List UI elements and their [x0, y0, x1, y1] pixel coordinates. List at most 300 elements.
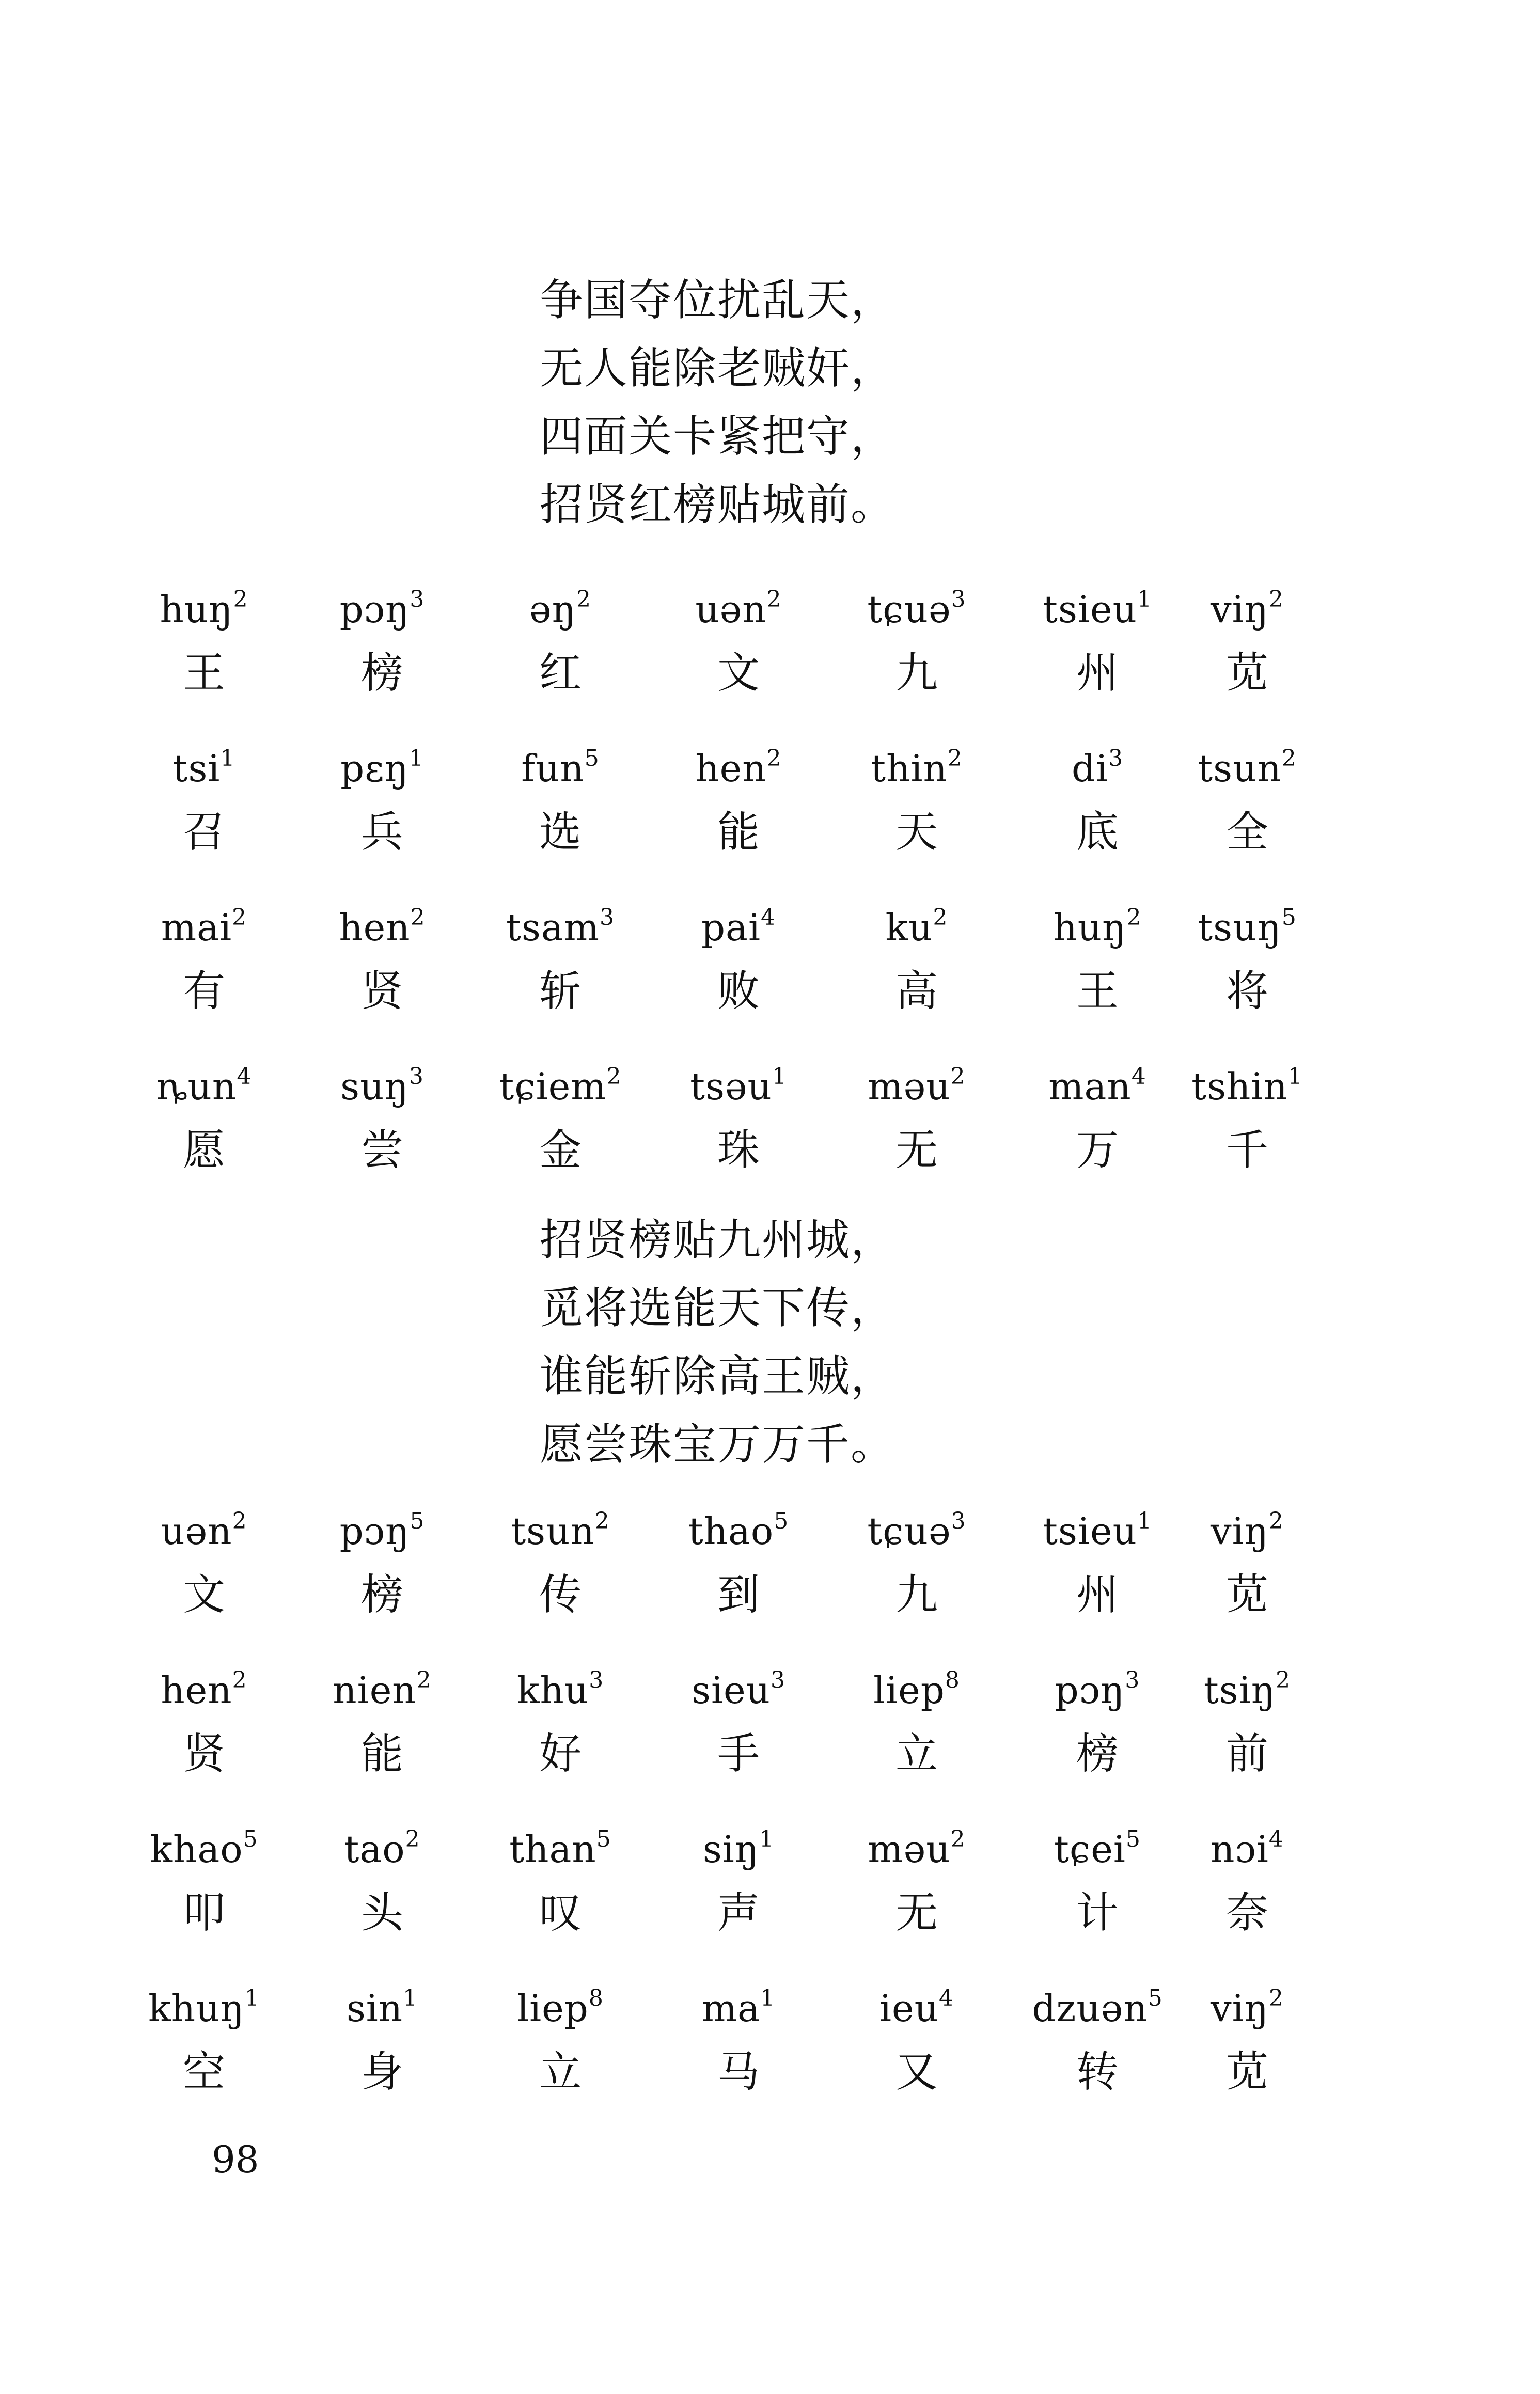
grid-cell	[1159, 1061, 1335, 1182]
syllable-text: pai	[701, 906, 761, 949]
romanization	[1159, 1664, 1335, 1716]
tone-number: 3	[951, 586, 966, 612]
romanization	[1010, 1664, 1185, 1716]
syllable-text: uən	[695, 588, 767, 631]
romanization	[1010, 902, 1185, 953]
stanza-1	[540, 266, 1004, 539]
syllable-text: məu	[868, 1065, 951, 1108]
tone-number: 4	[1268, 1826, 1284, 1852]
syllable-text: khu	[516, 1668, 589, 1712]
chinese-character: 愿	[182, 1126, 225, 1175]
chinese-character: 贤	[182, 1729, 225, 1778]
grid-row	[0, 1823, 1540, 1982]
syllable-text: nɔi	[1211, 1828, 1269, 1871]
tone-number: 5	[243, 1826, 258, 1852]
tone-number: 1	[403, 1985, 418, 2011]
romanization	[1010, 1982, 1185, 2034]
chinese-character: 将	[1225, 967, 1268, 1016]
romanization	[294, 902, 470, 953]
grid-cell	[1159, 1505, 1335, 1626]
tone-number: 5	[1281, 904, 1297, 931]
grid-cell	[1159, 743, 1335, 863]
tone-number: 1	[759, 1826, 775, 1852]
chinese-character: 空	[182, 2048, 225, 2097]
chinese-character: 叹	[539, 1888, 582, 1938]
syllable-text: thao	[688, 1509, 774, 1553]
chinese-character: 马	[717, 2048, 760, 2097]
syllable-text: suŋ	[340, 1065, 409, 1108]
syllable-text: man	[1048, 1065, 1132, 1108]
romanization	[1010, 1061, 1185, 1112]
grid-cell	[829, 1664, 1004, 1785]
romanization	[651, 584, 826, 635]
chinese-character: 苋	[1225, 2048, 1268, 2097]
chinese-character: 计	[1076, 1888, 1119, 1938]
syllable-text: ȵun	[156, 1065, 237, 1108]
tone-number: 3	[600, 904, 615, 931]
chinese-character: 红	[539, 649, 582, 698]
romanization	[294, 1505, 470, 1557]
syllable-text: tsam	[506, 906, 600, 949]
tone-number: 2	[947, 745, 963, 771]
romanization	[1159, 902, 1335, 953]
syllable-text: liep	[873, 1668, 945, 1712]
tone-number: 1	[760, 1985, 776, 2011]
romanization	[829, 1505, 1004, 1557]
tone-number: 5	[584, 745, 600, 771]
chinese-character: 珠	[717, 1126, 760, 1175]
tone-number: 3	[408, 1063, 424, 1090]
grid-cell	[473, 1061, 648, 1182]
syllable-text: tsieu	[1043, 588, 1137, 631]
romanization	[651, 1664, 826, 1716]
grid-cell	[1159, 1664, 1335, 1785]
grid-cell	[829, 902, 1004, 1022]
grid-cell	[116, 902, 292, 1022]
syllable-text: tshin	[1191, 1065, 1288, 1108]
romanization	[473, 1823, 648, 1875]
chinese-character: 九	[895, 1570, 938, 1619]
tone-number: 2	[606, 1063, 622, 1090]
stanza-2	[540, 1206, 1004, 1478]
romanization	[651, 1061, 826, 1112]
romanization	[473, 1061, 648, 1112]
tone-number: 2	[232, 1508, 247, 1534]
grid-cell	[651, 743, 826, 863]
grid-cell	[294, 584, 470, 704]
grid-cell	[651, 1505, 826, 1626]
syllable-text: dzuən	[1032, 1987, 1148, 2030]
romanization	[116, 743, 292, 794]
tone-number: 2	[1276, 1667, 1291, 1693]
chinese-character: 又	[895, 2048, 938, 2097]
romanization	[1010, 743, 1185, 794]
romanization-grid-2	[0, 1505, 1540, 2141]
syllable-text: than	[509, 1828, 596, 1871]
grid-cell	[116, 584, 292, 704]
syllable-text: əŋ	[529, 588, 576, 631]
syllable-text: thin	[871, 747, 948, 790]
grid-cell	[294, 1982, 470, 2103]
tone-number: 1	[1137, 586, 1152, 612]
stanza-line: 觅将选能天下传，	[540, 1283, 895, 1333]
grid-cell	[294, 1061, 470, 1182]
grid-cell	[1010, 1061, 1185, 1182]
syllable-text: məu	[868, 1828, 951, 1871]
romanization	[829, 743, 1004, 794]
romanization	[829, 1061, 1004, 1112]
syllable-text: tɕei	[1054, 1828, 1126, 1871]
chinese-character: 全	[1225, 808, 1268, 857]
tone-number: 4	[761, 904, 776, 931]
page-number: 98	[212, 2138, 259, 2181]
chinese-character: 叩	[182, 1888, 225, 1938]
grid-cell	[1010, 1505, 1185, 1626]
chinese-character: 声	[717, 1888, 760, 1938]
romanization	[1159, 1505, 1335, 1557]
tone-number: 2	[416, 1667, 432, 1693]
chinese-character: 无	[895, 1126, 938, 1175]
chinese-character: 前	[1225, 1729, 1268, 1778]
chinese-character: 能	[717, 808, 760, 857]
grid-cell	[116, 1664, 292, 1785]
tone-number: 8	[588, 1985, 604, 2011]
romanization	[116, 1982, 292, 2034]
grid-cell	[116, 1505, 292, 1626]
tone-number: 1	[772, 1063, 787, 1090]
chinese-character: 王	[1076, 967, 1119, 1016]
tone-number: 4	[237, 1063, 252, 1090]
syllable-text: ieu	[879, 1987, 939, 2030]
romanization	[1010, 584, 1185, 635]
grid-cell	[294, 1664, 470, 1785]
stanza-line: 无人能除老贼奸，	[540, 343, 895, 393]
grid-cell	[829, 584, 1004, 704]
grid-row	[0, 1505, 1540, 1664]
romanization	[829, 902, 1004, 953]
syllable-text: fun	[521, 747, 585, 790]
tone-number: 2	[1281, 745, 1297, 771]
romanization	[116, 584, 292, 635]
romanization	[116, 1664, 292, 1716]
syllable-text: tsuŋ	[1198, 906, 1282, 949]
grid-cell	[1010, 584, 1185, 704]
chinese-character: 选	[539, 808, 582, 857]
syllable-text: huŋ	[1053, 906, 1127, 949]
syllable-text: tsiŋ	[1203, 1668, 1276, 1712]
grid-cell	[294, 902, 470, 1022]
grid-cell	[116, 743, 292, 863]
chinese-character: 斩	[539, 967, 582, 1016]
chinese-character: 传	[539, 1570, 582, 1619]
tone-number: 2	[594, 1508, 610, 1534]
syllable-text: tɕiem	[499, 1065, 607, 1108]
romanization	[651, 1823, 826, 1875]
grid-cell	[473, 584, 648, 704]
grid-row	[0, 1061, 1540, 1220]
romanization	[829, 584, 1004, 635]
tone-number: 2	[1126, 904, 1142, 931]
grid-cell	[651, 1823, 826, 1944]
grid-cell	[651, 1982, 826, 2103]
syllable-text: hen	[339, 906, 411, 949]
chinese-character: 文	[182, 1570, 225, 1619]
syllable-text: viŋ	[1210, 588, 1269, 631]
syllable-text: sieu	[692, 1668, 771, 1712]
chinese-character: 底	[1076, 808, 1119, 857]
chinese-character: 奈	[1225, 1888, 1268, 1938]
tone-number: 2	[1269, 1985, 1284, 2011]
tone-number: 8	[945, 1667, 960, 1693]
syllable-text: pɔŋ	[339, 588, 410, 631]
grid-row	[0, 902, 1540, 1061]
grid-cell	[829, 1823, 1004, 1944]
grid-cell	[473, 1505, 648, 1626]
chinese-character: 千	[1225, 1126, 1268, 1175]
grid-cell	[473, 1982, 648, 2103]
chinese-character: 立	[539, 2048, 582, 2097]
grid-cell	[1159, 902, 1335, 1022]
syllable-text: nien	[333, 1668, 417, 1712]
grid-cell	[1159, 1982, 1335, 2103]
romanization	[294, 1982, 470, 2034]
stanza-line: 招贤榜贴九州城，	[540, 1215, 895, 1265]
syllable-text: viŋ	[1210, 1509, 1269, 1553]
chinese-character: 能	[360, 1729, 403, 1778]
tone-number: 2	[933, 904, 948, 931]
tone-number: 2	[766, 745, 782, 771]
chinese-character: 天	[895, 808, 938, 857]
tone-number: 5	[1148, 1985, 1163, 2011]
romanization-grid-1	[0, 584, 1540, 1220]
tone-number: 4	[939, 1985, 954, 2011]
grid-cell	[294, 743, 470, 863]
chinese-character: 有	[182, 967, 225, 1016]
tone-number: 2	[950, 1826, 966, 1852]
tone-number: 2	[232, 1667, 247, 1693]
romanization	[116, 1823, 292, 1875]
romanization	[473, 1982, 648, 2034]
grid-cell	[294, 1823, 470, 1944]
grid-cell	[473, 1664, 648, 1785]
romanization	[294, 743, 470, 794]
romanization	[294, 1664, 470, 1716]
syllable-text: tsəu	[690, 1065, 772, 1108]
tone-number: 2	[232, 904, 247, 931]
syllable-text: tao	[344, 1828, 405, 1871]
grid-cell	[1010, 1823, 1185, 1944]
grid-cell	[1159, 1823, 1335, 1944]
grid-cell	[1010, 1982, 1185, 2103]
chinese-character: 文	[717, 649, 760, 698]
tone-number: 5	[774, 1508, 789, 1534]
romanization	[1159, 1982, 1335, 2034]
grid-row	[0, 743, 1540, 902]
syllable-text: sin	[346, 1987, 403, 2030]
chinese-character: 万	[1076, 1126, 1119, 1175]
chinese-character: 苋	[1225, 649, 1268, 698]
stanza-line: 愿尝珠宝万万千。	[540, 1419, 895, 1470]
grid-row	[0, 1664, 1540, 1823]
romanization	[1159, 584, 1335, 635]
syllable-text: uən	[161, 1509, 232, 1553]
romanization	[1159, 1061, 1335, 1112]
stanza-line: 谁能斩除高王贼，	[540, 1351, 895, 1401]
tone-number: 2	[233, 586, 248, 612]
grid-cell	[651, 584, 826, 704]
romanization	[116, 1061, 292, 1112]
syllable-text: tsun	[511, 1509, 595, 1553]
tone-number: 2	[1269, 586, 1284, 612]
grid-cell	[829, 1061, 1004, 1182]
grid-row	[0, 584, 1540, 743]
chinese-character: 转	[1076, 2048, 1119, 2097]
chinese-character: 到	[717, 1570, 760, 1619]
tone-number: 3	[589, 1667, 604, 1693]
tone-number: 2	[1269, 1508, 1284, 1534]
romanization	[829, 1823, 1004, 1875]
tone-number: 5	[596, 1826, 611, 1852]
syllable-text: tɕuə	[867, 1509, 951, 1553]
grid-cell	[1159, 584, 1335, 704]
grid-row	[0, 1982, 1540, 2141]
stanza-line: 争国夺位扰乱天，	[540, 275, 895, 325]
chinese-character: 召	[182, 808, 225, 857]
chinese-character: 身	[360, 2048, 403, 2097]
romanization	[651, 1982, 826, 2034]
grid-cell	[829, 1505, 1004, 1626]
tone-number: 2	[405, 1826, 420, 1852]
romanization	[1010, 1823, 1185, 1875]
chinese-character: 好	[539, 1729, 582, 1778]
chinese-character: 州	[1076, 1570, 1119, 1619]
stanza-line: 招贤红榜贴城前。	[540, 479, 895, 530]
tone-number: 1	[220, 745, 235, 771]
stanza-line: 四面关卡紧把守，	[540, 411, 895, 462]
syllable-text: hen	[695, 747, 767, 790]
grid-cell	[116, 1061, 292, 1182]
grid-cell	[651, 1664, 826, 1785]
romanization	[1010, 1505, 1185, 1557]
syllable-text: ku	[885, 906, 933, 949]
syllable-text: pɔŋ	[1055, 1668, 1125, 1712]
chinese-character: 立	[895, 1729, 938, 1778]
romanization	[829, 1664, 1004, 1716]
grid-cell	[651, 1061, 826, 1182]
syllable-text: liep	[517, 1987, 589, 2030]
grid-cell	[294, 1505, 470, 1626]
tone-number: 1	[244, 1985, 260, 2011]
syllable-text: pɔŋ	[339, 1509, 410, 1553]
syllable-text: tsieu	[1043, 1509, 1137, 1553]
romanization	[473, 584, 648, 635]
grid-cell	[1010, 902, 1185, 1022]
romanization	[473, 1505, 648, 1557]
tone-number: 3	[951, 1508, 966, 1534]
grid-cell	[116, 1982, 292, 2103]
tone-number: 1	[1287, 1063, 1303, 1090]
chinese-character: 高	[895, 967, 938, 1016]
tone-number: 4	[1131, 1063, 1146, 1090]
tone-number: 3	[410, 586, 425, 612]
syllable-text: huŋ	[160, 588, 233, 631]
syllable-text: tsun	[1198, 747, 1282, 790]
tone-number: 5	[1125, 1826, 1141, 1852]
syllable-text: viŋ	[1210, 1987, 1269, 2030]
grid-cell	[473, 902, 648, 1022]
romanization	[294, 1061, 470, 1112]
syllable-text: mai	[161, 906, 232, 949]
romanization	[651, 743, 826, 794]
chinese-character: 王	[182, 649, 225, 698]
romanization	[651, 1505, 826, 1557]
chinese-character: 州	[1076, 649, 1119, 698]
chinese-character: 尝	[360, 1126, 403, 1175]
syllable-text: khao	[150, 1828, 243, 1871]
grid-cell	[829, 1982, 1004, 2103]
romanization	[473, 743, 648, 794]
romanization	[473, 1664, 648, 1716]
romanization	[116, 1505, 292, 1557]
syllable-text: siŋ	[702, 1828, 760, 1871]
chinese-character: 贤	[360, 967, 403, 1016]
tone-number: 2	[766, 586, 782, 612]
romanization	[294, 1823, 470, 1875]
tone-number: 3	[1108, 745, 1124, 771]
romanization	[829, 1982, 1004, 2034]
tone-number: 5	[410, 1508, 425, 1534]
grid-cell	[473, 1823, 648, 1944]
syllable-text: khuŋ	[148, 1987, 245, 2030]
syllable-text: pɛŋ	[340, 747, 409, 790]
syllable-text: tsi	[172, 747, 221, 790]
tone-number: 3	[1125, 1667, 1140, 1693]
grid-cell	[829, 743, 1004, 863]
chinese-character: 九	[895, 649, 938, 698]
chinese-character: 无	[895, 1888, 938, 1938]
romanization	[294, 584, 470, 635]
romanization	[1159, 1823, 1335, 1875]
chinese-character: 榜	[1076, 1729, 1119, 1778]
syllable-text: hen	[161, 1668, 232, 1712]
grid-cell	[651, 902, 826, 1022]
chinese-character: 败	[717, 967, 760, 1016]
tone-number: 1	[1137, 1508, 1152, 1534]
chinese-character: 苋	[1225, 1570, 1268, 1619]
romanization	[1159, 743, 1335, 794]
grid-cell	[1010, 1664, 1185, 1785]
chinese-character: 手	[717, 1729, 760, 1778]
romanization	[116, 902, 292, 953]
chinese-character: 头	[360, 1888, 403, 1938]
chinese-character: 榜	[360, 649, 403, 698]
chinese-character: 榜	[360, 1570, 403, 1619]
romanization	[651, 902, 826, 953]
syllable-text: di	[1071, 747, 1109, 790]
grid-cell	[1010, 743, 1185, 863]
grid-cell	[473, 743, 648, 863]
tone-number: 1	[408, 745, 424, 771]
chinese-character: 兵	[360, 808, 403, 857]
tone-number: 2	[410, 904, 426, 931]
tone-number: 2	[576, 586, 591, 612]
tone-number: 3	[770, 1667, 785, 1693]
chinese-character: 金	[539, 1126, 582, 1175]
syllable-text: ma	[701, 1987, 761, 2030]
grid-cell	[116, 1823, 292, 1944]
syllable-text: tɕuə	[867, 588, 951, 631]
romanization	[473, 902, 648, 953]
